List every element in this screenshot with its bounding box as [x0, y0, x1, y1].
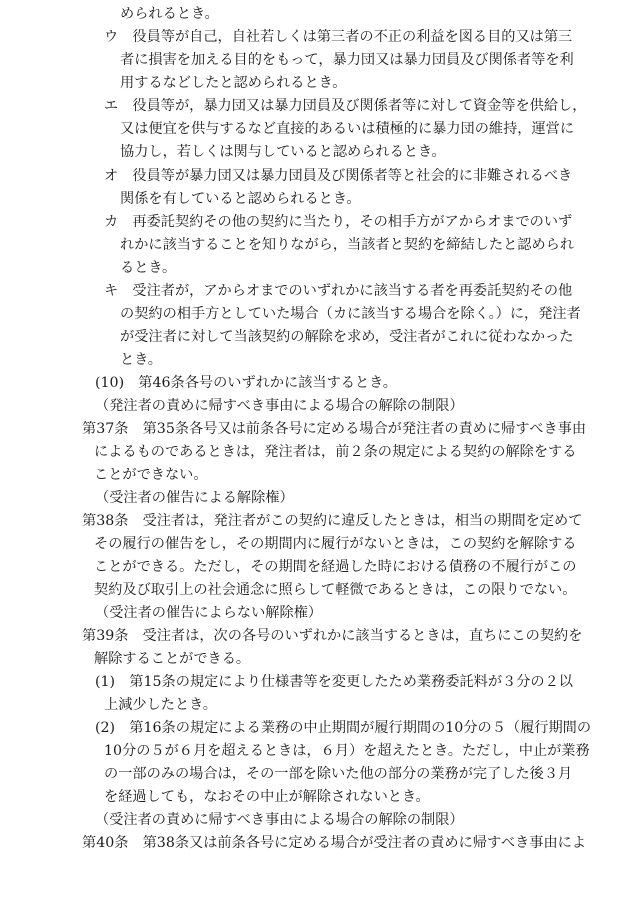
- text-line: 関係を有していると認められるとき。: [120, 191, 361, 207]
- item-2: (2) 第16条の規定による業務の中止期間が履行期間の10分の５（履行期間の: [95, 720, 592, 736]
- text-line: ことができない。: [94, 467, 208, 483]
- item-1: (1) 第15条の規定により仕様書等を変更したため業務委託料が３分の２以: [95, 674, 573, 690]
- text-line: 協力し，若しくは関与していると認められるとき。: [120, 144, 446, 160]
- article-37: 第37条 第35条各号又は前条各号に定める場合が発注者の責めに帰すべき事由: [82, 421, 587, 437]
- text-line: 又は便宜を供与するなど直接的あるいは積極的に暴力団の維持，運営に: [120, 121, 575, 137]
- text-line: れかに該当することを知りながら，当該者と契約を締結したと認められ: [120, 237, 575, 253]
- text-line: るとき。: [120, 260, 177, 276]
- text-line: 契約及び取引上の社会通念に照らして軽微であるときは，この限りでない。: [94, 582, 577, 598]
- section-heading: （受注者の催告による解除権）: [95, 490, 294, 506]
- section-heading: （発注者の責めに帰すべき事由による場合の解除の制限）: [95, 398, 464, 414]
- text-line: ことができる。ただし，その期間を経過した時における債務の不履行がこの: [94, 559, 577, 575]
- item-o: オ 役員等が暴力団又は暴力団員及び関係者等と社会的に非難されるべき: [104, 168, 573, 184]
- text-line: の一部のみの場合は，その一部を除いた他の部分の業務が完了した後３月: [104, 766, 573, 782]
- text-line: 10分の５が６月を超えるときは，６月）を超えたとき。ただし，中止が業務: [104, 743, 590, 759]
- article-40: 第40条 第38条又は前条各号に定める場合が受注者の責めに帰すべき事由によ: [82, 835, 587, 851]
- text-line: が受注者に対して当該契約の解除を求め，受注者がこれに従わなかった: [120, 329, 574, 345]
- article-38: 第38条 受注者は，発注者がこの契約に違反したときは，相当の期間を定めて: [82, 513, 583, 529]
- text-line: の契約の相手方としていた場合（カに該当する場合を除く。）に，発注者: [120, 306, 581, 322]
- item-u: ウ 役員等が自己，自社若しくは第三者の不正の利益を図る目的又は第三: [104, 29, 573, 45]
- item-ki: キ 受注者が，アからオまでのいずれかに該当する者を再委託契約その他: [104, 283, 573, 299]
- article-39: 第39条 受注者は，次の各号のいずれかに該当するときは，直ちにこの契約を: [82, 628, 583, 644]
- text-line: その履行の催告をし，その期間内に履行がないときは，この契約を解除する: [94, 536, 577, 552]
- item-10: (10) 第46条各号のいずれかに該当するとき。: [95, 375, 397, 391]
- item-ka: カ 再委託契約その他の契約に当たり，その相手方がアからオまでのいず: [104, 214, 573, 230]
- section-heading: （受注者の責めに帰すべき事由による場合の解除の制限）: [95, 812, 464, 828]
- text-line: 解除することができる。: [94, 651, 251, 667]
- text-line: によるものであるときは，発注者は，前２条の規定による契約の解除をする: [94, 444, 577, 460]
- item-e: エ 役員等が，暴力団又は暴力団員及び関係者等に対して資金等を供給し，: [104, 98, 587, 114]
- text-line: とき。: [120, 352, 162, 368]
- text-line: 用するなどしたと認められるとき。: [120, 75, 347, 91]
- text-line: 上減少したとき。: [104, 697, 217, 713]
- text-line: 者に損害を加える目的をもって，暴力団又は暴力団員及び関係者等を利: [120, 52, 574, 68]
- text-line: を経過しても，なおその中止が解除されないとき。: [104, 789, 430, 805]
- text-line: められるとき。: [120, 6, 219, 22]
- section-heading: （受注者の催告によらない解除権）: [95, 605, 323, 621]
